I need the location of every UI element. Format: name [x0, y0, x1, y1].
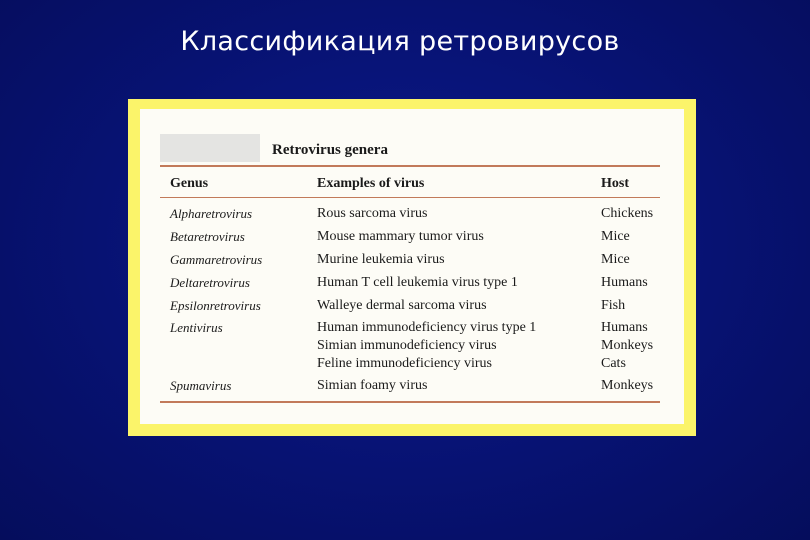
virus-cell: Walleye dermal sarcoma virus: [317, 298, 487, 313]
slide-title: Классификация ретровирусов: [180, 26, 620, 57]
header-examples: Examples of virus: [317, 176, 425, 191]
host-cell: Humans: [601, 275, 648, 290]
genus-cell: Alpharetrovirus: [170, 206, 253, 221]
header-host: Host: [601, 176, 629, 191]
host-cell: Monkeys: [601, 378, 654, 393]
virus-cell: Simian foamy virus: [317, 378, 428, 393]
header-genus: Genus: [170, 176, 209, 191]
host-cell-group: [601, 319, 653, 373]
virus-cell: Rous sarcoma virus: [317, 206, 428, 221]
genus-cell: Betaretrovirus: [170, 229, 245, 244]
virus-cell: Simian immunodeficiency virus: [317, 338, 497, 353]
virus-cell: Feline immunodeficiency virus: [317, 356, 492, 371]
host-cell: Cats: [601, 356, 626, 371]
virus-cell: Mouse mammary tumor virus: [317, 229, 484, 244]
host-cell: Mice: [601, 229, 630, 244]
genus-cell: Lentivirus: [170, 320, 223, 335]
host-cell: Humans: [601, 320, 648, 335]
table-frame: [128, 99, 696, 436]
header-rule: [160, 197, 660, 198]
genus-cell: Gammaretrovirus: [170, 252, 263, 267]
virus-cell-group: [317, 319, 536, 373]
virus-cell: Murine leukemia virus: [317, 252, 445, 267]
bottom-rule: [160, 401, 660, 403]
table-title: Retrovirus genera: [272, 142, 388, 158]
gray-label-tab: [160, 134, 260, 162]
genus-cell: Spumavirus: [170, 378, 232, 393]
host-cell: Chickens: [601, 206, 654, 221]
genus-cell: Deltaretrovirus: [170, 275, 250, 290]
host-cell: Mice: [601, 252, 630, 267]
host-cell: Monkeys: [601, 338, 654, 353]
top-rule: [160, 165, 660, 167]
genus-cell: Epsilonretrovirus: [170, 298, 261, 313]
virus-cell: Human T cell leukemia virus type 1: [317, 275, 518, 290]
virus-cell: Human immunodeficiency virus type 1: [317, 320, 537, 335]
table-image: [140, 109, 684, 424]
host-cell: Fish: [601, 298, 626, 313]
